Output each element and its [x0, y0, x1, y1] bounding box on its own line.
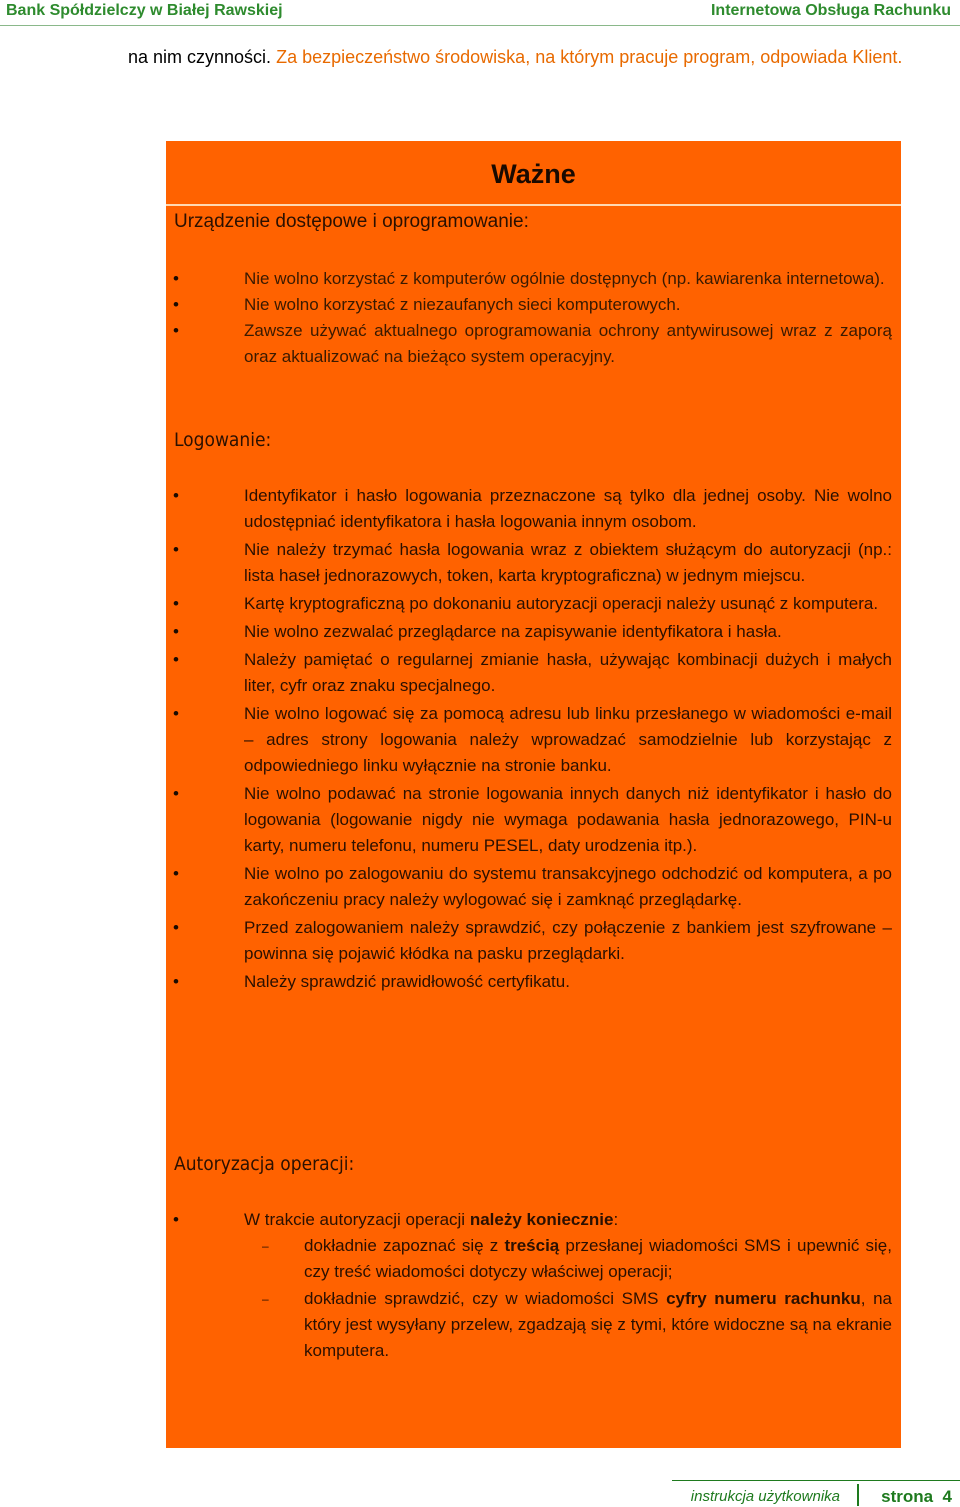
list-item: • Nie wolno logować się za pomocą adresu lub linku przesłanego w wiadomości e-mail – adres strony logowania należy wprowadzać samodzielnie lub korzystając z odpowiedniego linku wyłącznie na stronie banku.	[166, 701, 892, 779]
bullet-icon: •	[173, 704, 179, 723]
footer-divider	[672, 1480, 960, 1481]
bullet-icon: •	[173, 1210, 179, 1229]
bullet-icon: •	[173, 321, 179, 340]
bullet-icon: •	[173, 594, 179, 613]
section-heading-devices: Urządzenie dostępowe i oprogramowanie:	[174, 211, 529, 232]
bank-name: Bank Spółdzielczy w Białej Rawskiej	[6, 2, 283, 19]
list-item: • Nie wolno korzystać z niezaufanych sieci komputerowych.	[166, 292, 892, 318]
authorization-list	[166, 1207, 892, 1364]
bullet-icon: •	[173, 972, 179, 991]
bullet-icon: •	[173, 864, 179, 883]
page-header	[0, 0, 960, 24]
list-item: • Należy pamiętać o regularnej zmianie hasła, używając kombinacji dużych i małych liter, cyfr oraz znaku specjalnego.	[166, 647, 892, 699]
bullet-icon: •	[173, 650, 179, 669]
sublist-item: – dokładnie zapoznać się z treścią przesłanej wiadomości SMS i upewnić się, czy treść wiadomości dotyczy właściwej operacji;	[226, 1233, 892, 1285]
list-item: • Przed zalogowaniem należy sprawdzić, czy połączenie z bankiem jest szyfrowane – powinna się pojawić kłódka na pasku przeglądarki.	[166, 915, 892, 967]
list-item: • Nie wolno korzystać z komputerów ogólnie dostępnych (np. kawiarenka internetowa).	[166, 266, 892, 292]
login-list	[166, 483, 892, 995]
important-box	[166, 141, 901, 1448]
intro-warning-text: Za bezpieczeństwo środowiska, na którym pracuje program, odpowiada Klient.	[276, 47, 903, 67]
authorization-sublist	[244, 1233, 892, 1364]
dash-icon: –	[262, 1239, 269, 1253]
bullet-icon: •	[173, 486, 179, 505]
list-item: • Identyfikator i hasło logowania przeznaczone są tylko dla jednej osoby. Nie wolno udostępniać identyfikatora i hasła logowania innym osobom.	[166, 483, 892, 535]
list-item: • Nie wolno po zalogowaniu do systemu transakcyjnego odchodzić od komputera, a po zakończeniu pracy należy wylogować się i zamknąć przeglądarkę.	[166, 861, 892, 913]
bullet-icon: •	[173, 540, 179, 559]
dash-icon: –	[262, 1292, 269, 1306]
intro-text: na nim czynności.	[128, 47, 272, 67]
page-footer	[0, 1484, 960, 1507]
bullet-icon: •	[173, 918, 179, 937]
list-item: • Należy sprawdzić prawidłowość certyfikatu.	[166, 969, 892, 995]
bullet-icon: •	[173, 295, 179, 314]
sublist-item: – dokładnie sprawdzić, czy w wiadomości SMS cyfry numeru rachunku, na który jest wysyłany przelew, zgadzają się z tymi, które widoczne są na ekranie komputera.	[226, 1286, 892, 1364]
list-item: • Kartę kryptograficzną po dokonaniu autoryzacji operacji należy usunąć z komputera.	[166, 591, 892, 617]
document-title: Internetowa Obsługa Rachunku	[710, 2, 951, 19]
devices-list	[166, 266, 892, 370]
footer-label: instrukcja użytkownika	[690, 1488, 840, 1505]
footer-separator	[857, 1484, 859, 1506]
section-heading-authorization: Autoryzacja operacji:	[174, 1153, 355, 1175]
list-item: • Nie wolno podawać na stronie logowania innych danych niż identyfikator i hasło do logowania (logowanie nigdy nie wymaga podawania hasła jednorazowego, PIN-u karty, numeru telefonu, numeru PESEL, daty urodzenia itp.).	[166, 781, 892, 859]
list-item: • Zawsze używać aktualnego oprogramowania ochrony antywirusowej wraz z zaporą oraz aktualizować na bieżąco system operacyjny.	[166, 318, 892, 370]
list-item: • W trakcie autoryzacji operacji należy koniecznie: – dokładnie zapoznać się z treścią przesłanej wiadomości SMS i upewnić się, czy treść wiadomości dotyczy właściwej operacji; – dokładnie sprawdzić, czy w wiadomości SMS cyfry numeru rachunku, na który jest wysyłany przelew, zgadzają się z tymi, które widoczne są na ekranie komputera.	[166, 1207, 892, 1364]
bullet-icon: •	[173, 784, 179, 803]
list-item: • Nie należy trzymać hasła logowania wraz z obiektem służącym do autoryzacji (np.: lista haseł jednorazowych, token, karta kryptograficzna) w jednym miejscu.	[166, 537, 892, 589]
bullet-icon: •	[173, 622, 179, 641]
intro-paragraph	[128, 46, 952, 69]
page-number: strona 4	[881, 1487, 952, 1506]
header-divider	[0, 25, 960, 26]
box-title: Ważne	[491, 159, 576, 189]
list-item: • Nie wolno zezwalać przeglądarce na zapisywanie identyfikatora i hasła.	[166, 619, 892, 645]
section-heading-login: Logowanie:	[174, 429, 272, 451]
box-title-divider	[166, 204, 901, 206]
bullet-icon: •	[173, 269, 179, 288]
